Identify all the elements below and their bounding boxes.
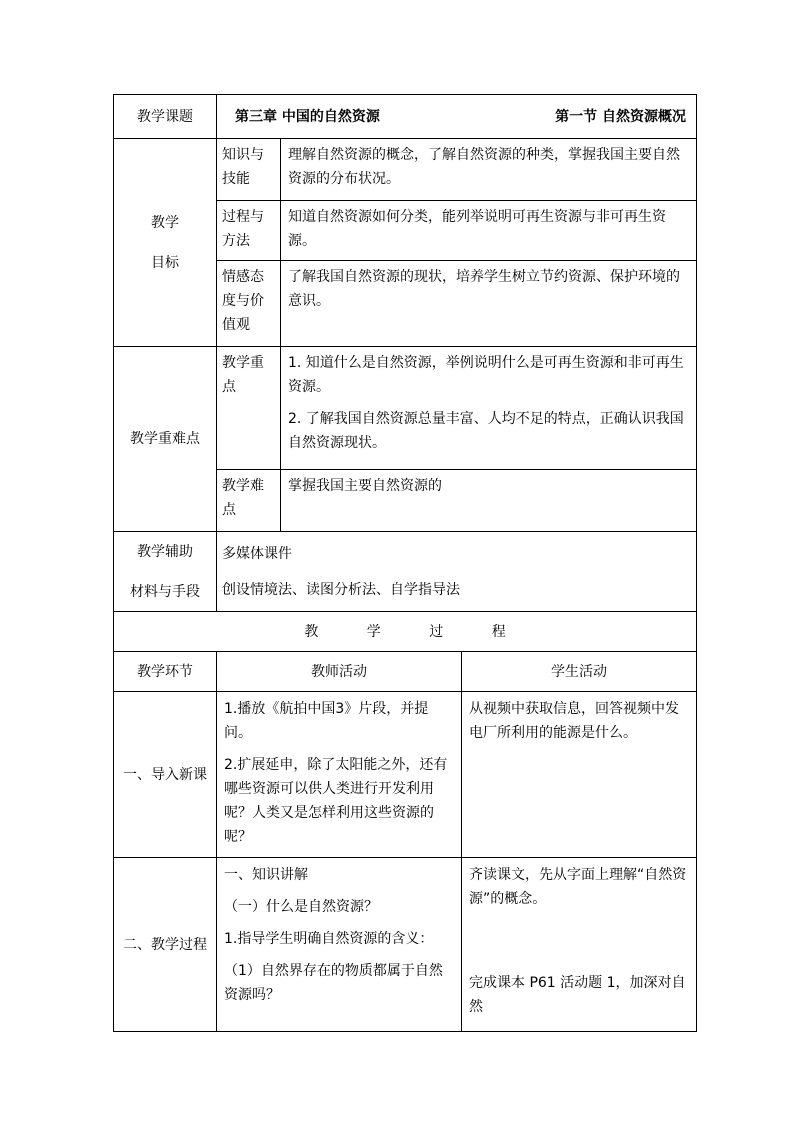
process-title-row: [114, 612, 697, 652]
teacher-activity: [217, 692, 462, 858]
student-activity-item: 从视频中获取信息，回答视频中发电厂所利用的能源是什么。: [469, 701, 679, 741]
objectives-label: 教学 目标: [114, 139, 217, 347]
teacher-activity-item: （一）什么是自然资源？: [224, 899, 378, 915]
student-activity-item: 齐读课文，先从字面上理解“自然资源”的概念。: [469, 867, 687, 907]
stage-row: [114, 692, 697, 858]
objective-sub-label: 过程与方法: [217, 201, 281, 261]
topic-title: [217, 95, 697, 139]
stage-name: 二、教学过程: [114, 858, 217, 1032]
focus-item: 2. 了解我国自然资源总量丰富、人均不足的特点，正确认识我国自然资源现状。: [288, 411, 684, 451]
key-point-row: [114, 347, 697, 470]
teacher-activity-item: 一、知识讲解: [224, 867, 308, 883]
objective-sub-label: 知识与技能: [217, 139, 281, 201]
objective-text: 理解自然资源的概念，了解自然资源的种类，掌握我国主要自然资源的分布状况。: [281, 139, 697, 201]
column-header-student: 学生活动: [462, 652, 697, 692]
objective-row: [114, 139, 697, 201]
topic-row: [114, 95, 697, 139]
stage-row: [114, 858, 697, 1032]
aids-content: [217, 532, 697, 612]
column-header-stage: 教学环节: [114, 652, 217, 692]
focus-items: [281, 347, 697, 470]
student-activity: [462, 858, 697, 1032]
section-title: 第一节 自然资源概况: [555, 108, 687, 125]
teacher-activity-item: 1.播放《航拍中国3》片段，并提问。: [224, 701, 429, 741]
teacher-activity: [217, 858, 462, 1032]
process-header-row: [114, 652, 697, 692]
aids-row: [114, 532, 697, 612]
key-points-label: 教学重难点: [114, 347, 217, 532]
process-title: 教 学 过 程: [114, 612, 697, 652]
objective-text: 了解我国自然资源的现状，培养学生树立节约资源、保护环境的意识。: [281, 261, 697, 347]
topic-label: 教学课题: [114, 95, 217, 139]
chapter-title: 第三章 中国的自然资源: [235, 108, 380, 125]
teacher-activity-item: 1.指导学生明确自然资源的含义：: [224, 931, 434, 947]
student-activity-item: 完成课本 P61 活动题 1，加深对自然: [469, 975, 686, 1015]
focus-sub-label: 教学重点: [217, 347, 281, 470]
difficulty-sub-label: 教学难点: [217, 470, 281, 532]
objective-text: 知道自然资源如何分类，能列举说明可再生资源与非可再生资源。: [281, 201, 697, 261]
stage-name: 一、导入新课: [114, 692, 217, 858]
aids-materials: 多媒体课件: [222, 545, 292, 562]
difficulty-text: 掌握我国主要自然资源的: [281, 470, 697, 532]
student-activity: [462, 692, 697, 858]
column-header-teacher: 教师活动: [217, 652, 462, 692]
teacher-activity-item: 2.扩展延申，除了太阳能之外，还有哪些资源可以供人类进行开发利用呢？人类又是怎样利用这些资源的呢？: [224, 757, 448, 845]
aids-label: 教学辅助 材料与手段: [114, 532, 217, 612]
lesson-plan-table: [113, 94, 697, 1032]
objective-sub-label: 情感态度与价值观: [217, 261, 281, 347]
focus-item: 1. 知道什么是自然资源，举例说明什么是可再生资源和非可再生资源。: [288, 355, 684, 395]
aids-methods: 创设情境法、读图分析法、自学指导法: [222, 581, 460, 598]
teacher-activity-item: （1）自然界存在的物质都属于自然资源吗？: [224, 963, 443, 1003]
